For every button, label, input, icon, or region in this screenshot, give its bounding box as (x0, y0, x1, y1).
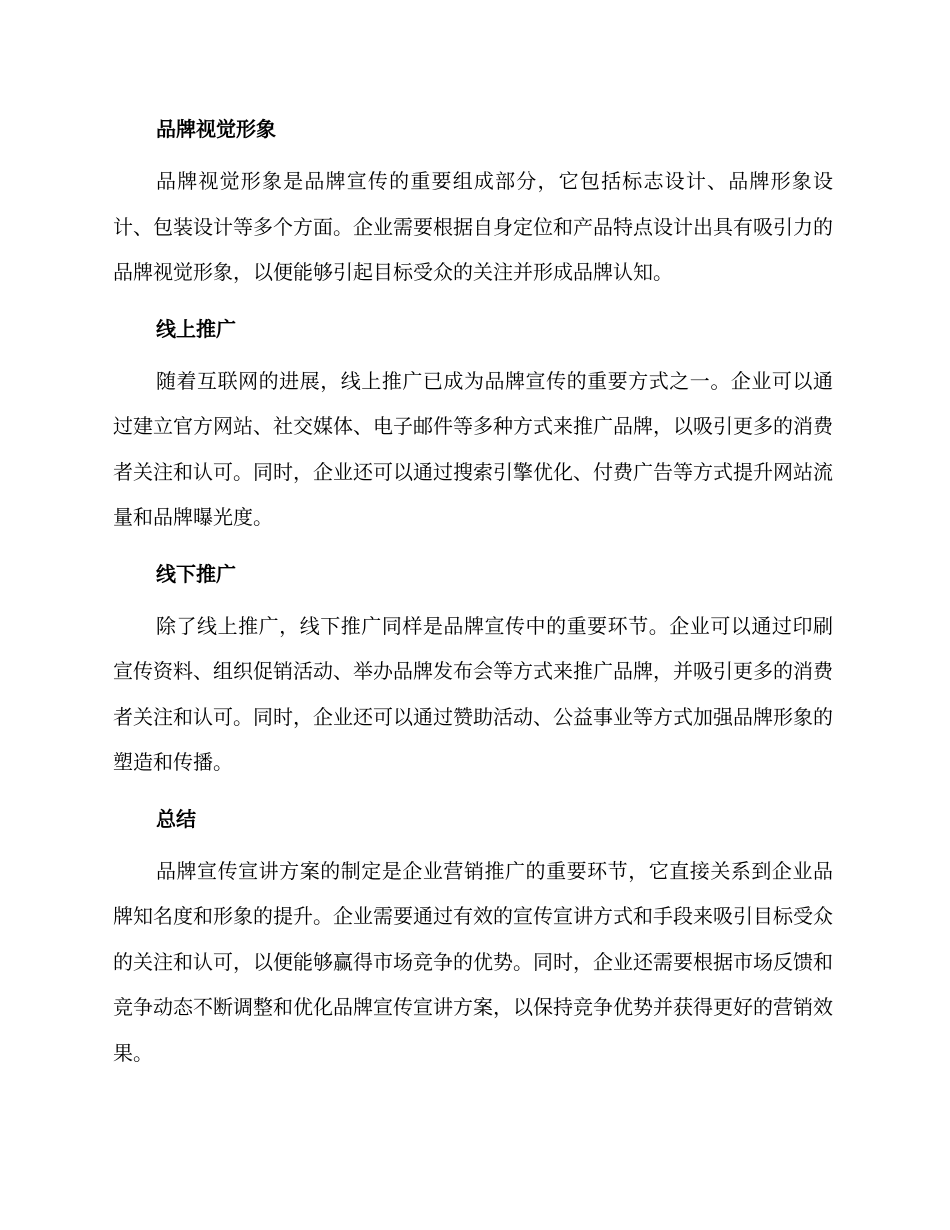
section-paragraph-visual-identity: 品牌视觉形象是品牌宣传的重要组成部分，它包括标志设计、品牌形象设计、包装设计等多个方面。企业需要根据自身定位和产品特点设计出具有吸引力的品牌视觉形象，以便能够引起目标受众的关注并形成品牌认知。 (113, 169, 833, 284)
section-paragraph-online-promotion: 随着互联网的进展，线上推广已成为品牌宣传的重要方式之一。企业可以通过建立官方网站、社交媒体、电子邮件等多种方式来推广品牌，以吸引更多的消费者关注和认可。同时，企业还可以通过搜索引擎优化、付费广告等方式提升网站流量和品牌曝光度。 (113, 368, 833, 529)
section-heading-visual-identity: 品牌视觉形象 (156, 117, 276, 141)
document-body (113, 112, 833, 1092)
section-heading-online-promotion: 线上推广 (156, 316, 236, 341)
section-heading-summary: 总结 (156, 806, 196, 831)
section-paragraph-offline-promotion: 除了线上推广，线下推广同样是品牌宣传中的重要环节。企业可以通过印刷宣传资料、组织促销活动、举办品牌发布会等方式来推广品牌，并吸引更多的消费者关注和认可。同时，企业还可以通过赞助活动、公益事业等方式加强品牌形象的塑造和传播。 (113, 613, 833, 774)
section-paragraph-summary: 品牌宣传宣讲方案的制定是企业营销推广的重要环节，它直接关系到企业品牌知名度和形象的提升。企业需要通过有效的宣传宣讲方式和手段来吸引目标受众的关注和认可，以便能够赢得市场竞争的优势。同时，企业还需要根据市场反馈和竞争动态不断调整和优化品牌宣传宣讲方案，以保持竞争优势并获得更好的营销效果。 (113, 858, 833, 1065)
section-heading-offline-promotion: 线下推广 (156, 561, 236, 586)
